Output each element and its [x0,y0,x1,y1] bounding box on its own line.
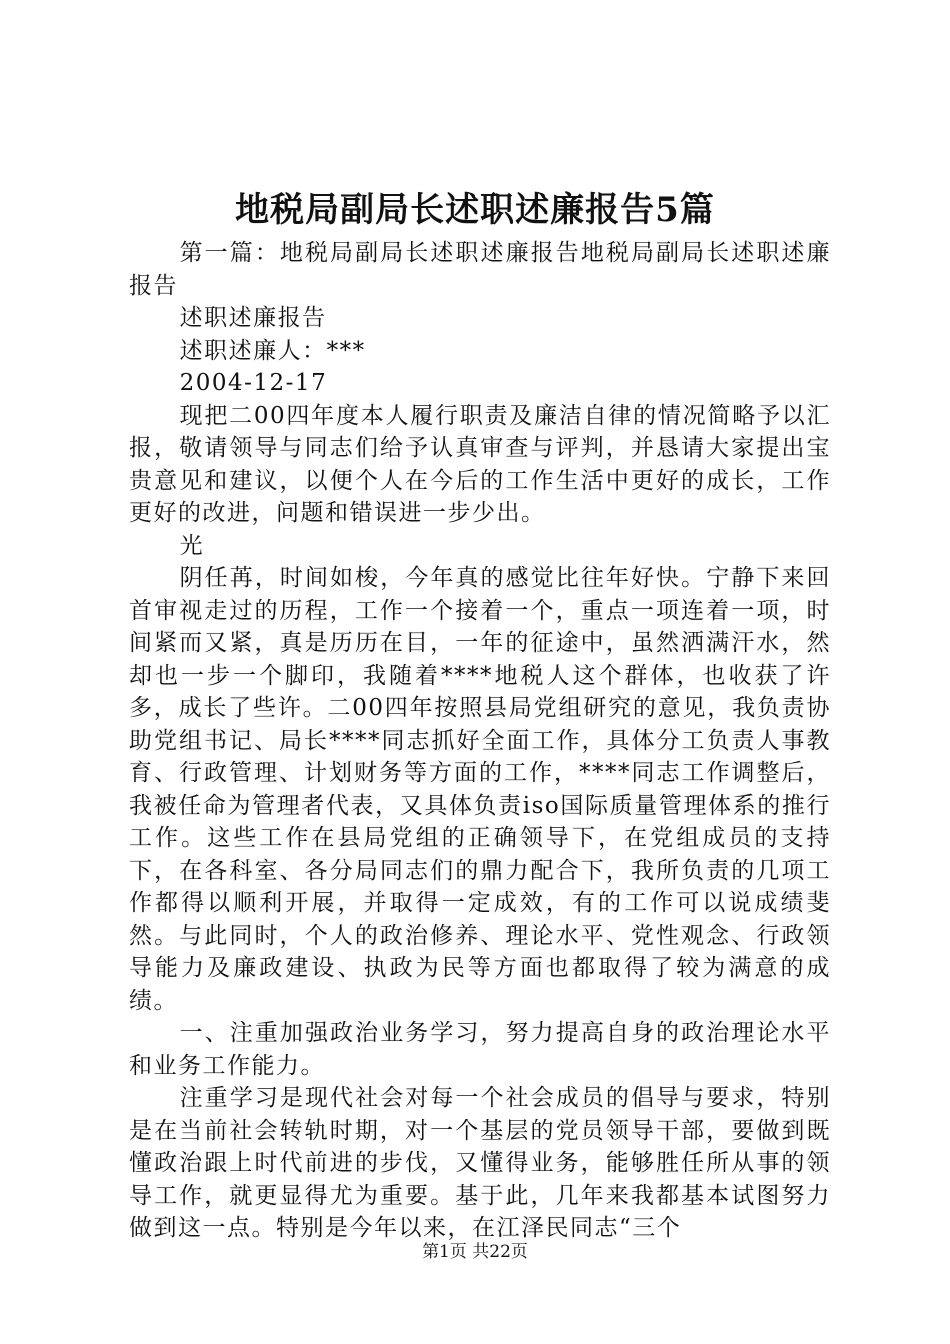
document-title: 地税局副局长述职述廉报告5篇 [235,190,715,230]
paragraph: 述职述廉报告 [179,305,327,331]
document-body [129,237,831,1245]
paragraph: 一、注重加强政治业务学习，努力提高自身的政治理论水平和业务工作能力。 [129,1020,831,1079]
paragraph: 阴任苒，时间如梭，今年真的感觉比往年好快。宁静下来回首审视走过的历程，工作一个接着一个，重点一项连着一项，时间紧而又紧，真是历历在目，一年的征途中，虽然洒满汗水，然却也一步一个脚印，我随着****地税人这个群体，也收获了许多，成长了些许。二00四年按照县局党组研究的意见，我负责协助党组书记、局长****同志抓好全面工作，具体分工负责人事教育、行政管理、计划财务等方面的工作，****同志工作调整后，我被任命为管理者代表，又具体负责iso国际质量管理体系的推行工作。这些工作在县局党组的正确领导下，在党组成员的支持下，在各科室、各分局同志们的鼎力配合下，我所负责的几项工作都得以顺利开展，并取得一定成效，有的工作可以说成绩斐然。与此同时，个人的政治修养、理论水平、党性观念、行政领导能力及廉政建设、执政为民等方面也都取得了较为满意的成绩。 [129,565,831,1014]
page-number-footer: 第1页 共22页 [422,1242,528,1262]
paragraph: 第一篇：地税局副局长述职述廉报告地税局副局长述职述廉报告 [129,240,831,299]
paragraph: 2004-12-17 [179,370,328,396]
paragraph: 注重学习是现代社会对每一个社会成员的倡导与要求，特别是在当前社会转轨时期，对一个基层的党员领导干部，要做到既懂政治跟上时代前进的步伐，又懂得业务，能够胜任所从事的领导工作，就更显得尤为重要。基于此，几年来我都基本试图努力做到这一点。特别是今年以来，在江泽民同志“三个 [129,1085,831,1241]
paragraph: 光 [179,532,205,559]
paragraph: 现把二00四年度本人履行职责及廉洁自律的情况简略予以汇报，敬请领导与同志们给予认真审查与评判，并恳请大家提出宝贵意见和建议，以便个人在今后的工作生活中更好的成长，工作更好的改进，问题和错误进一步少出。 [129,402,831,526]
paragraph: 述职述廉人：*** [179,337,366,364]
